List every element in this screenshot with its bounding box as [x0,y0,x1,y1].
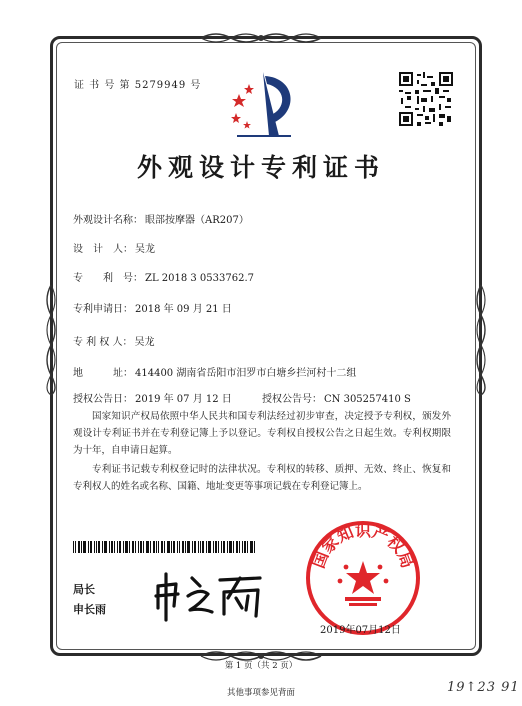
barcode [73,541,259,553]
holder-row [73,333,155,348]
footer-note: 其他事项参见背面 [226,688,295,698]
seal-text: 国家知识产权局 [308,521,418,571]
grant-paragraph: 国家知识产权局依照中华人民共和国专利法经过初步审查，决定授予专利权，颁发外观设计专利证书并在专利登记簿上予以登记。专利权自授权公告之日起生效。专利权期限为十年，自申请日起算。 [73,411,451,456]
top-ornament [196,30,326,46]
grant-date-label: 授权公告日： [73,394,133,405]
holder-value: 吴龙 [134,337,155,348]
address-label: 地 址： [73,368,133,379]
handwritten-note: 19↑23 91 [447,680,520,695]
designer-row [73,240,155,255]
grant-no-row [262,390,411,405]
address-value: 414400 湖南省岳阳市汨罗市白塘乡拦河村十二组 [135,368,357,379]
certificate-title: 外观设计专利证书 [136,153,385,182]
official-seal [304,519,422,637]
grant-no-label: 授权公告号： [262,394,322,405]
filing-date-label: 专利申请日： [73,304,133,315]
cnipa-logo [229,66,305,150]
certificate-number: 证 书 号 第 5279949 号 [74,80,202,91]
holder-label: 专 利 权 人： [73,337,133,348]
design-name-label: 外观设计名称： [73,215,143,226]
director-name: 申长雨 [73,603,106,616]
filing-date-value: 2018 年 09 月 21 日 [135,304,232,315]
left-ornament [43,280,59,400]
patent-no-value: ZL 2018 3 0533762.7 [145,273,255,284]
grant-date-row [73,390,232,405]
grant-date-value: 2019 年 07 月 12 日 [135,394,232,405]
seal-date: 2019年07月12日 [320,625,401,636]
legal-status-paragraph: 专利证书记载专利权登记时的法律状况。专利权的转移、质押、无效、终止、恢复和专利权人的姓名或名称、国籍、地址变更等事项记载在专利登记簿上。 [73,464,451,492]
patent-no-label: 专 利 号： [73,273,143,284]
qr-code-icon [399,72,453,126]
designer-value: 吴龙 [135,244,155,255]
grant-no-value: CN 305257410 S [324,394,411,405]
filing-date-row [73,300,232,315]
designer-label: 设 计 人： [73,244,133,255]
design-name-value: 眼部按摩器（AR207） [145,215,249,226]
right-ornament [473,280,489,400]
director-signature [150,568,270,624]
page-number: 第 1 页（共 2 页） [224,661,298,671]
design-name-row [73,211,249,226]
address-row [73,364,356,379]
director-title: 局长 [73,583,95,596]
patent-no-row [73,269,254,284]
